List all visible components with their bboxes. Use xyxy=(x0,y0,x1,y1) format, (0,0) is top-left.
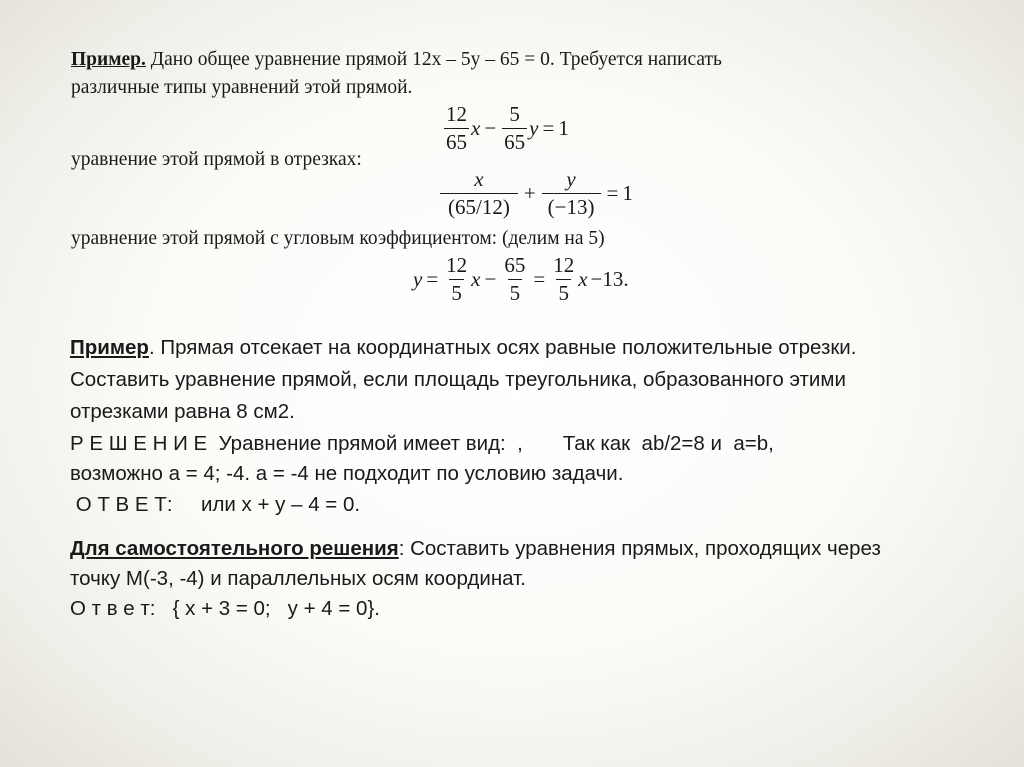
denominator: (−13) xyxy=(542,193,601,218)
fraction xyxy=(551,255,576,304)
example2-line2: Составить уравнение прямой, если площадь треугольника, образованного этими xyxy=(70,368,846,391)
numerator: 65 xyxy=(504,253,526,277)
self-study-line1-text: : Составить уравнения прямых, проходящих через xyxy=(398,537,881,560)
var-x: x xyxy=(471,116,481,140)
constant: −13. xyxy=(590,267,629,291)
intercept-form-label: уравнение этой прямой в отрезках: xyxy=(71,149,362,170)
self-study-label: Для самостоятельного решения xyxy=(70,537,399,560)
fraction xyxy=(502,255,527,304)
fraction xyxy=(542,169,601,218)
slope-form-label: уравнение этой прямой с угловым коэффициентом: (делим на 5) xyxy=(71,228,605,249)
constant: 1 xyxy=(622,181,633,205)
operator: = xyxy=(606,181,619,205)
denominator: 65 xyxy=(446,130,467,154)
example1-line1-text: Дано общее уравнение прямой 12x – 5y – 65 = 0. Требуется написать xyxy=(145,49,722,70)
operator: = xyxy=(533,267,546,291)
solution-line: Р Е Ш Е Н И Е Уравнение прямой имеет вид: , Так как ab/2=8 и a=b, xyxy=(70,432,774,455)
operator: − xyxy=(484,267,497,291)
self-study-answer: О т в е т: { x + 3 = 0; y + 4 = 0}. xyxy=(70,597,381,620)
example2-line1 xyxy=(70,336,856,360)
operator: + xyxy=(523,181,536,205)
self-study-line1 xyxy=(70,537,881,561)
denominator: 5 xyxy=(558,281,569,305)
operator: − xyxy=(484,116,497,140)
var-x: x xyxy=(578,267,588,291)
denominator: 5 xyxy=(451,281,462,305)
numerator: 12 xyxy=(553,253,575,277)
example1-label: Пример. xyxy=(71,49,146,70)
var-y: y xyxy=(413,267,423,291)
numerator: 12 xyxy=(446,253,468,277)
denominator: 65 xyxy=(504,130,526,154)
numerator: y xyxy=(566,167,576,191)
example2-line1-text: . Прямая отсекает на координатных осях равные положительные отрезки. xyxy=(148,336,857,359)
numerator: 5 xyxy=(509,102,520,126)
var-y: y xyxy=(529,116,539,140)
example2-label: Пример xyxy=(70,336,149,359)
constant: 1 xyxy=(558,116,569,140)
fraction xyxy=(444,255,469,304)
equation-slope-form xyxy=(413,255,629,304)
denominator: (65/12) xyxy=(440,193,518,218)
fraction xyxy=(444,104,469,153)
operator: = xyxy=(542,116,555,140)
example1-line1 xyxy=(71,49,722,71)
fraction xyxy=(502,104,527,153)
denominator: 5 xyxy=(509,281,521,305)
fraction xyxy=(440,169,518,218)
example1-line2: различные типы уравнений этой прямой. xyxy=(71,77,413,98)
equation-normalized xyxy=(442,104,569,153)
example2-line5: возможно а = 4; -4. а = -4 не подходит по условию задачи. xyxy=(70,462,624,485)
var-x: x xyxy=(471,267,481,291)
self-study-line2: точку М(-3, -4) и параллельных осям координат. xyxy=(70,567,526,590)
example2-line3: отрезками равна 8 см2. xyxy=(70,400,295,423)
numerator: 12 xyxy=(446,102,467,126)
numerator: x xyxy=(474,167,484,191)
operator: = xyxy=(426,267,439,291)
answer-line: О Т В Е Т: или x + y – 4 = 0. xyxy=(70,493,361,516)
equation-intercept-form xyxy=(438,169,633,218)
